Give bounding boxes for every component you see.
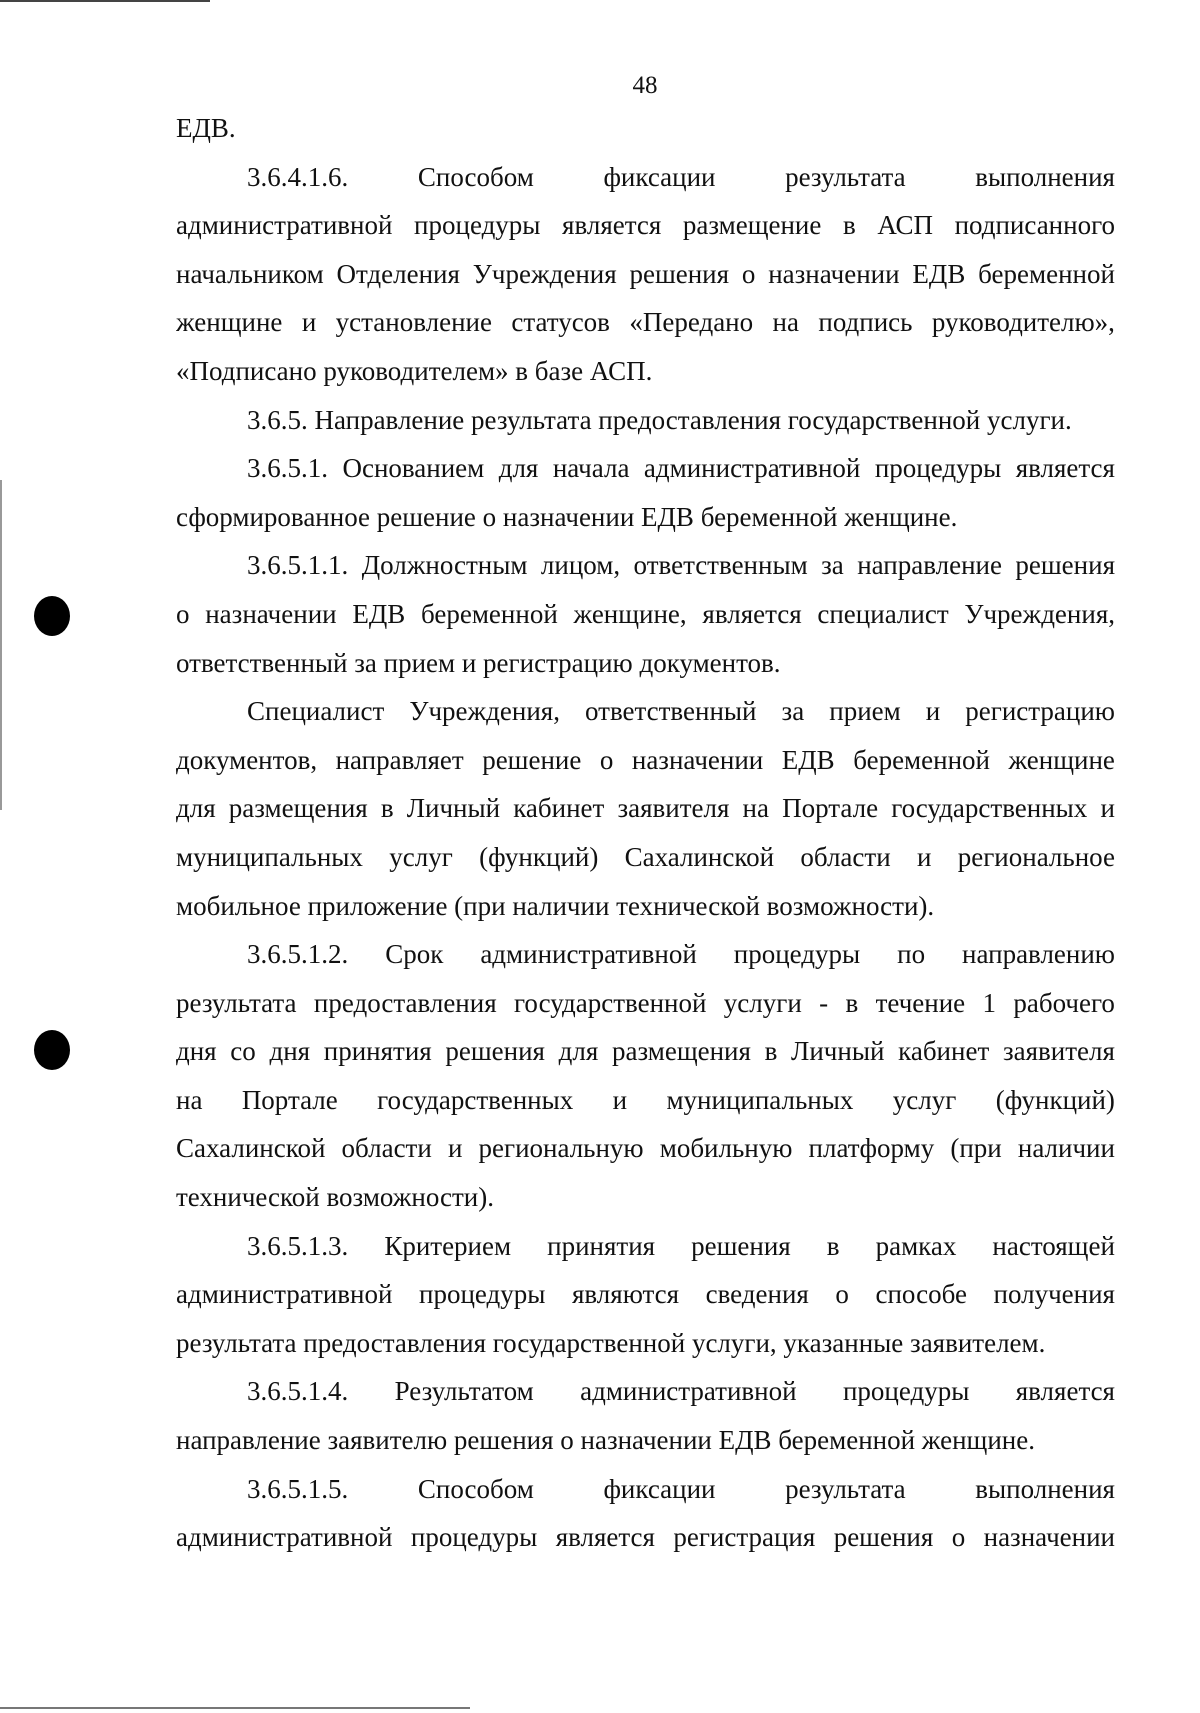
text-segment: направление заявителю решения о назначении ЕДВ беременной женщине. <box>176 1425 1035 1456</box>
text-segment: и <box>612 1084 628 1115</box>
text-segment: 1 <box>982 987 997 1018</box>
text-line <box>176 493 1115 542</box>
text-segment: в <box>826 1230 840 1261</box>
text-segment: «Подписано руководителем» в базе АСП. <box>176 355 653 386</box>
punch-hole-mark <box>34 1030 70 1070</box>
text-segment: специалист <box>817 598 949 629</box>
text-segment: принятия <box>323 1036 432 1067</box>
text-segment: лицом, <box>540 550 621 581</box>
text-segment: Личный <box>791 1036 885 1067</box>
text-segment: течение <box>875 987 966 1018</box>
text-segment: 3.6.5.1.2. <box>247 939 349 970</box>
text-segment: Способом <box>417 161 534 192</box>
text-line <box>176 1367 1115 1416</box>
text-segment: услуг <box>892 1084 957 1115</box>
text-segment: и <box>447 1133 463 1164</box>
text-segment: технической возможности). <box>176 1182 495 1213</box>
text-segment: настоящей <box>992 1230 1115 1261</box>
scan-edge-left <box>0 480 2 810</box>
text-segment: кабинет <box>898 1036 990 1067</box>
text-segment: государственных <box>891 793 1088 824</box>
text-segment: о <box>951 1522 966 1553</box>
text-segment: фиксации <box>603 1473 716 1504</box>
text-segment: в <box>845 987 859 1018</box>
text-segment: и <box>916 841 932 872</box>
text-line <box>176 1222 1115 1271</box>
text-segment: муниципальных <box>666 1084 854 1115</box>
text-segment: выполнения <box>975 161 1115 192</box>
text-segment: мобильную <box>659 1133 793 1164</box>
text-segment: государственных <box>377 1084 574 1115</box>
text-segment: 3.6.5.1.5. <box>247 1473 349 1504</box>
text-segment: заявителя <box>617 793 730 824</box>
text-segment: и <box>301 307 317 338</box>
text-segment: начальником <box>176 258 324 289</box>
text-line <box>176 201 1115 250</box>
text-segment: направляет <box>335 744 464 775</box>
text-segment: о <box>176 598 190 629</box>
text-segment: административной <box>643 453 861 484</box>
text-segment: государственной <box>514 987 707 1018</box>
text-segment: Результатом <box>394 1376 534 1407</box>
text-segment: рамках <box>875 1230 957 1261</box>
text-segment: сведения <box>705 1279 809 1310</box>
text-segment: являются <box>571 1279 680 1310</box>
text-segment: ответственным <box>633 550 808 581</box>
text-segment: рабочего <box>1013 987 1115 1018</box>
text-line <box>176 153 1115 202</box>
text-segment: 3.6.5.1. <box>247 453 328 484</box>
text-segment: беременной <box>853 744 990 775</box>
text-segment: подписанного <box>954 210 1115 241</box>
text-segment: фиксации <box>603 161 716 192</box>
text-segment: результата <box>785 1473 906 1504</box>
text-line <box>176 1173 1115 1222</box>
text-segment: наличии <box>1017 1133 1115 1164</box>
text-segment: размещение <box>682 210 822 241</box>
text-line <box>176 298 1115 347</box>
text-segment: административной <box>580 1376 797 1407</box>
text-segment: 3.6.4.1.6. <box>247 161 349 192</box>
text-segment: со <box>230 1036 256 1067</box>
text-line <box>176 104 1115 153</box>
text-segment: услуг <box>389 841 453 872</box>
text-segment: Критерием <box>384 1230 512 1261</box>
text-line <box>176 1027 1115 1076</box>
document-body <box>176 104 1115 1562</box>
text-line <box>176 882 1115 931</box>
text-segment: кабинет <box>513 793 605 824</box>
text-line <box>176 1416 1115 1465</box>
text-segment: решения <box>445 1036 545 1067</box>
text-segment: предоставления <box>313 987 497 1018</box>
text-segment: Способом <box>417 1473 534 1504</box>
page-number: 48 <box>632 72 658 99</box>
text-segment: принятия <box>547 1230 656 1261</box>
text-segment: решения <box>833 1522 934 1553</box>
text-line <box>176 979 1115 1028</box>
text-segment: 3.6.5.1.4. <box>247 1376 349 1407</box>
text-segment: решения <box>691 1230 791 1261</box>
text-segment: муниципальных <box>176 841 363 872</box>
text-segment: начала <box>552 453 630 484</box>
text-segment: процедуры <box>874 453 1002 484</box>
text-segment: на <box>176 1084 203 1115</box>
text-segment: Учреждения, <box>409 696 560 727</box>
text-segment: в <box>380 793 394 824</box>
text-segment: беременной <box>421 598 558 629</box>
text-segment: размещения <box>611 1036 751 1067</box>
scan-edge-top <box>0 0 210 2</box>
text-segment: Отделения <box>336 258 460 289</box>
text-segment: ЕДВ <box>781 744 835 775</box>
text-segment: установление <box>335 307 492 338</box>
text-segment: для <box>558 1036 599 1067</box>
text-segment: беременной <box>978 258 1115 289</box>
text-segment: решение <box>482 744 582 775</box>
text-line <box>176 1319 1115 1368</box>
text-segment: (функций) <box>995 1084 1115 1115</box>
text-segment: решения <box>629 258 730 289</box>
text-segment: о <box>741 258 756 289</box>
text-segment: АСП <box>877 210 933 241</box>
text-segment: направление <box>857 550 1002 581</box>
text-segment: способе <box>875 1279 967 1310</box>
text-segment: назначении <box>205 598 337 629</box>
text-line <box>176 250 1115 299</box>
text-line <box>176 1465 1115 1514</box>
text-line <box>176 784 1115 833</box>
text-segment: Личный <box>406 793 501 824</box>
text-line <box>176 590 1115 639</box>
text-line <box>176 1513 1115 1562</box>
text-segment: для <box>498 453 539 484</box>
text-segment: Специалист <box>247 696 385 727</box>
text-segment: - <box>819 987 829 1018</box>
text-segment: назначении <box>768 258 900 289</box>
text-segment: является <box>1015 453 1115 484</box>
text-segment: услуги <box>723 987 802 1018</box>
text-line <box>176 396 1115 445</box>
text-segment: области <box>800 841 891 872</box>
scan-edge-bottom <box>0 1707 470 1709</box>
text-segment: направлению <box>962 939 1115 970</box>
text-segment: Портале <box>241 1084 338 1115</box>
text-segment: для <box>176 793 216 824</box>
text-segment: Учреждения <box>472 258 617 289</box>
text-segment: женщине <box>176 307 283 338</box>
text-line <box>176 736 1115 785</box>
text-segment: о <box>599 744 614 775</box>
text-segment: Портале <box>782 793 879 824</box>
text-segment: статусов <box>511 307 610 338</box>
text-segment: Сахалинской <box>176 1133 326 1164</box>
text-segment: документов, <box>176 744 318 775</box>
text-segment: Сахалинской <box>624 841 775 872</box>
text-segment: дня <box>269 1036 311 1067</box>
text-segment: мобильное приложение (при наличии технической возможности). <box>176 890 935 921</box>
text-segment: прием <box>829 696 901 727</box>
text-segment: в <box>842 210 856 241</box>
text-segment: ЕДВ <box>352 598 406 629</box>
text-segment: на <box>772 307 799 338</box>
text-segment: Основанием <box>342 453 485 484</box>
text-line <box>176 687 1115 736</box>
text-segment: процедуры <box>414 210 541 241</box>
text-segment: административной <box>480 939 697 970</box>
text-segment: 3.6.5.1.3. <box>247 1230 349 1261</box>
text-segment: выполнения <box>975 1473 1115 1504</box>
text-segment: процедуры <box>842 1376 970 1407</box>
text-segment: за <box>781 696 805 727</box>
text-segment: Должностным <box>361 550 528 581</box>
text-line <box>176 444 1115 493</box>
text-segment: размещения <box>228 793 368 824</box>
text-segment: платформу <box>808 1133 935 1164</box>
text-segment: подпись <box>818 307 913 338</box>
text-segment: за <box>821 550 844 581</box>
text-segment: процедуры <box>410 1522 538 1553</box>
text-line <box>176 833 1115 882</box>
text-segment: административной <box>176 1522 393 1553</box>
text-line <box>176 1270 1115 1319</box>
text-segment: области <box>341 1133 432 1164</box>
text-segment: руководителю», <box>931 307 1115 338</box>
text-line <box>176 930 1115 979</box>
text-segment: и <box>1100 793 1115 824</box>
text-segment: 3.6.5.1.1. <box>247 550 349 581</box>
text-segment: Учреждения, <box>964 598 1115 629</box>
text-segment: ответственный <box>585 696 757 727</box>
text-segment: «Передано <box>629 307 754 338</box>
text-segment: заявителя <box>1002 1036 1115 1067</box>
text-segment: решения <box>1015 550 1115 581</box>
punch-hole-mark <box>34 596 70 636</box>
text-segment: и <box>925 696 941 727</box>
text-segment: результата предоставления государственной услуги, указанные заявителем. <box>176 1327 1046 1358</box>
text-line <box>176 541 1115 590</box>
text-segment: Срок <box>385 939 444 970</box>
text-segment: ЕДВ <box>912 258 966 289</box>
text-segment: женщине <box>1008 744 1115 775</box>
text-segment: является <box>555 1522 655 1553</box>
text-segment: получения <box>993 1279 1115 1310</box>
text-segment: результата <box>176 987 297 1018</box>
text-segment: административной <box>176 210 393 241</box>
text-segment: в <box>764 1036 778 1067</box>
text-segment: административной <box>176 1279 393 1310</box>
text-segment: процедуры <box>733 939 861 970</box>
text-segment: регистрацию <box>965 696 1115 727</box>
text-segment: региональную <box>478 1133 644 1164</box>
text-segment: региональное <box>957 841 1115 872</box>
text-segment: процедуры <box>419 1279 546 1310</box>
text-segment: 3.6.5. Направление результата предоставления государственной услуги. <box>247 404 1072 435</box>
text-segment: результата <box>785 161 906 192</box>
text-segment: (при <box>950 1133 1002 1164</box>
text-segment: (функций) <box>479 841 599 872</box>
text-segment: по <box>897 939 926 970</box>
text-segment: назначении <box>983 1522 1115 1553</box>
text-line <box>176 347 1115 396</box>
text-segment: ответственный за прием и регистрацию документов. <box>176 647 781 678</box>
text-line <box>176 1076 1115 1125</box>
text-segment: является <box>702 598 802 629</box>
text-segment: регистрация <box>673 1522 816 1553</box>
text-segment: является <box>1015 1376 1115 1407</box>
text-segment: о <box>835 1279 849 1310</box>
text-line <box>176 639 1115 688</box>
text-segment: женщине, <box>573 598 687 629</box>
text-segment: на <box>742 793 769 824</box>
text-segment: назначении <box>631 744 764 775</box>
text-line <box>176 1124 1115 1173</box>
text-segment: дня <box>176 1036 217 1067</box>
text-segment: является <box>562 210 662 241</box>
text-segment: сформированное решение о назначении ЕДВ беременной женщине. <box>176 501 958 532</box>
text-segment: ЕДВ. <box>176 113 236 143</box>
